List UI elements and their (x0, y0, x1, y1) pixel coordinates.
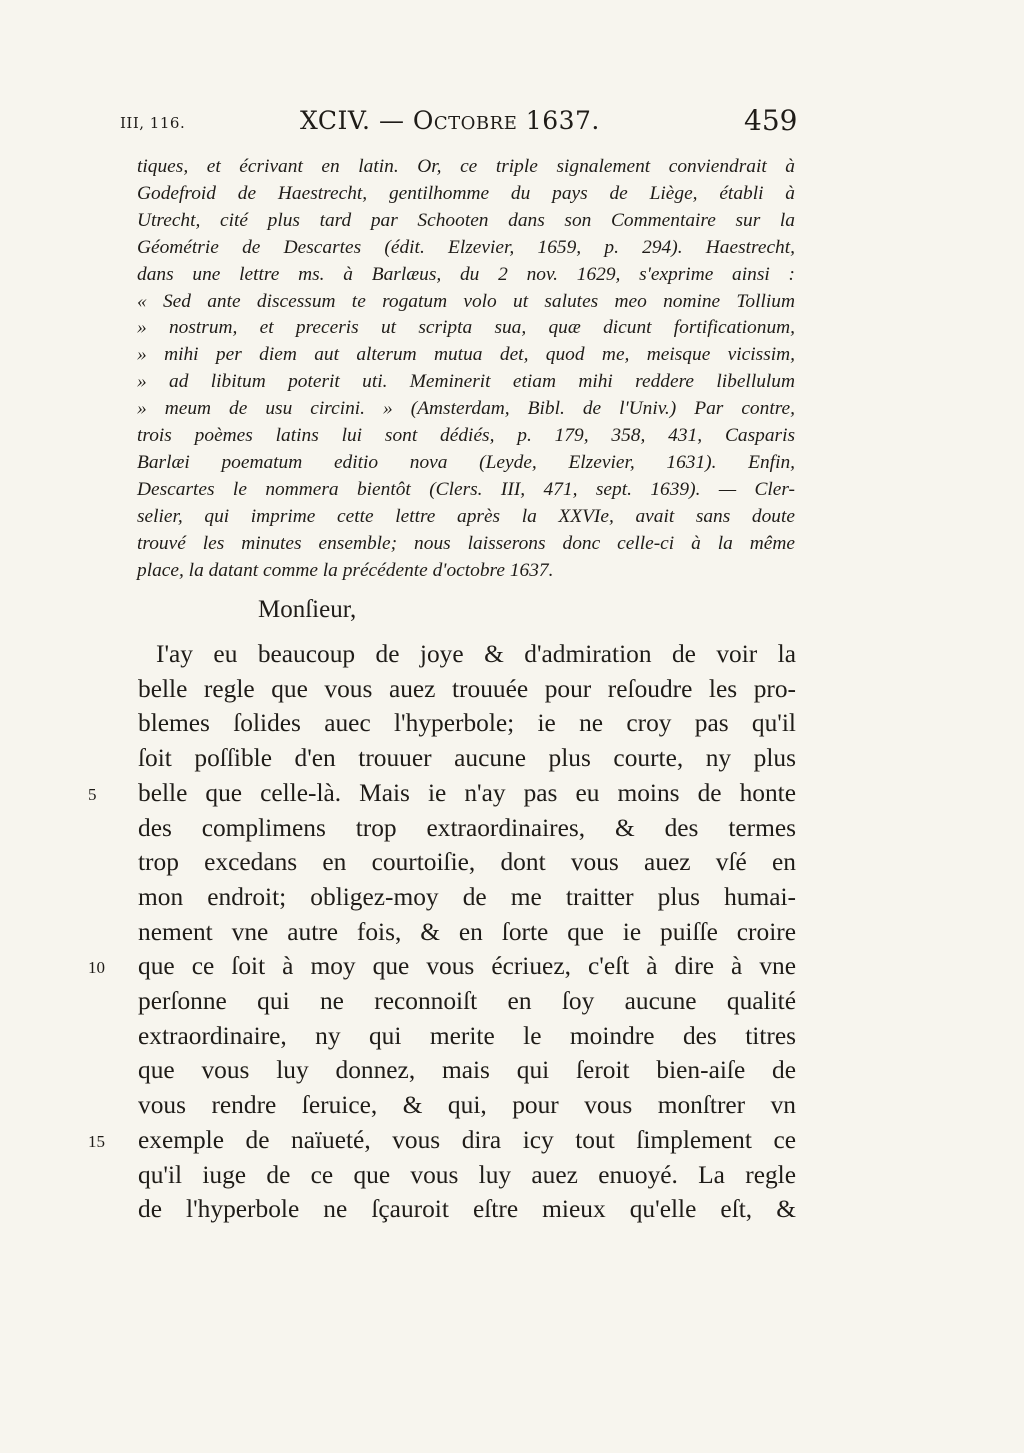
letter-line: belle que celle-là. Mais ie n'ay pas eu moins de honte (138, 778, 796, 807)
note-line: Godefroid de Haestrecht, gentilhomme du pays de Liège, établi à (137, 182, 795, 204)
letter-line: que vous luy donnez, mais qui ſeroit bien-aiſe de (138, 1056, 796, 1085)
letter-body (138, 637, 796, 1227)
page-number: 459 (744, 104, 798, 137)
letter-line: vous rendre ſeruice, & qui, pour vous monſtrer vn (138, 1091, 796, 1120)
note-line: Barlæi poematum editio nova (Leyde, Elzevier, 1631). Enfin, (137, 451, 795, 473)
letter-line: I'ay eu beaucoup de joye & d'admiration de voir la (156, 640, 796, 668)
letter-line: qu'il iuge de ce que vous luy auez enuoyé. La regle (138, 1160, 796, 1189)
letter-line: extraordinaire, ny qui merite le moindre des titres (138, 1021, 796, 1050)
letter-line: nement vne autre fois, & en ſorte que ie puiſſe croire (138, 917, 796, 946)
note-line: place, la datant comme la précédente d'octobre 1637. (137, 559, 554, 581)
line-number: 5 (88, 784, 97, 804)
letter-line: ſoit poſſible d'en trouuer aucune plus courte, ny plus (138, 744, 796, 773)
letter-line: trop excedans en courtoiſie, dont vous auez vſé en (138, 848, 796, 877)
line-number: 15 (88, 1131, 105, 1151)
letter-line: que ce ſoit à moy que vous écriuez, c'eſt à dire à vne (138, 952, 796, 981)
letter-line: des complimens trop extraordinaires, & des termes (138, 813, 796, 842)
page-title: XCIV. — Octobre 1637. (300, 106, 600, 135)
note-line: » meum de usu circini. » (Amsterdam, Bibl. de l'Univ.) Par contre, (137, 398, 795, 420)
note-line: dans une lettre ms. à Barlæus, du 2 nov. 1629, s'exprime ainsi : (137, 263, 795, 285)
letter-line: belle regle que vous auez trouuée pour reſoudre les pro- (138, 674, 796, 703)
letter-line: exemple de naïueté, vous dira icy tout ſimplement ce (138, 1125, 796, 1154)
note-line: » nostrum, et preceris ut scripta sua, quæ dicunt fortificationum, (137, 317, 795, 339)
volume-reference: III, 116. (120, 114, 186, 132)
note-line: trouvé les minutes ensemble; nous laisserons donc celle-ci à la même (137, 532, 795, 554)
note-line: tiques, et écrivant en latin. Or, ce triple signalement conviendrait à (137, 156, 795, 177)
note-line: trois poèmes latins lui sont dédiés, p. 179, 358, 431, Casparis (137, 425, 795, 447)
note-line: Géométrie de Descartes (édit. Elzevier, 1659, p. 294). Haestrecht, (137, 236, 795, 258)
line-number: 10 (88, 958, 105, 978)
note-line: » mihi per diem aut alterum mutua det, quod me, meisque vicissim, (137, 344, 795, 366)
note-line: selier, qui imprime cette lettre après la XXVIe, avait sans doute (137, 505, 795, 527)
note-line: « Sed ante discessum te rogatum volo ut salutes meo nomine Tollium (137, 290, 795, 312)
running-head (0, 104, 1024, 144)
note-line: Utrecht, cité plus tard par Schooten dans son Commentaire sur la (137, 209, 795, 231)
letter-line: de l'hyperbole ne ſçauroit eſtre mieux qu'elle eſt, & (138, 1195, 796, 1224)
letter-line: blemes ſolides auec l'hyperbole; ie ne croy pas qu'il (138, 709, 796, 738)
letter-line: mon endroit; obligez-moy de me traitter plus humai- (138, 882, 796, 911)
letter-line: perſonne qui ne reconnoiſt en ſoy aucune qualité (138, 987, 796, 1016)
salutation: Monſieur, (258, 596, 357, 623)
editorial-note (137, 154, 795, 585)
note-line: Descartes le nommera bientôt (Clers. III, 471, sept. 1639). — Cler- (137, 478, 795, 500)
note-line: » ad libitum poterit uti. Meminerit etiam mihi reddere libellulum (137, 371, 795, 393)
